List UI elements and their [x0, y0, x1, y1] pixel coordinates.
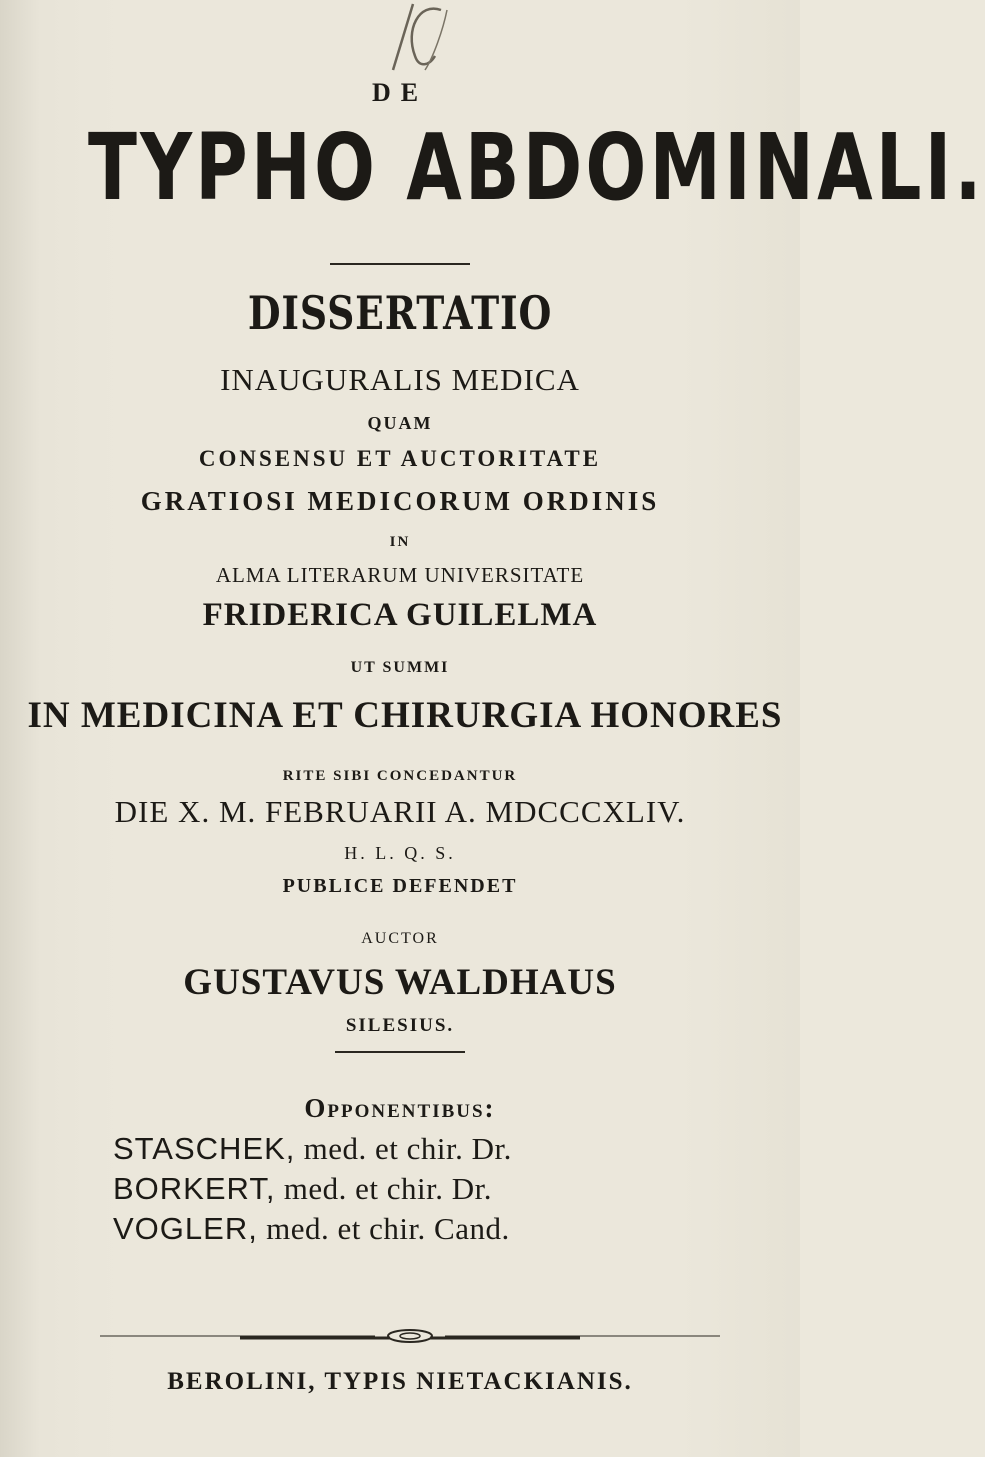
publice-line: PUBLICE DEFENDET	[282, 875, 518, 897]
opponent-name: VOGLER,	[113, 1211, 258, 1246]
title-preposition: DE	[371, 78, 429, 107]
opponent-entry	[113, 1171, 492, 1207]
author-divider	[335, 1051, 465, 1053]
opponent-degree: med. et chir. Cand.	[266, 1211, 510, 1246]
opponent-entry	[113, 1211, 510, 1247]
rite-line: RITE SIBI CONCEDANTUR	[282, 768, 518, 784]
opponent-name: STASCHEK,	[113, 1131, 296, 1166]
imprint-line: BEROLINI, TYPIS NIETACKIANIS.	[167, 1368, 633, 1395]
university-name: FRIDERICA GUILELMA	[202, 597, 598, 633]
ornamental-rule	[100, 1316, 720, 1356]
consensu-line: CONSENSU ET AUCTORITATE	[198, 446, 602, 471]
opponent-name: BORKERT,	[113, 1171, 276, 1206]
opponents-heading: Opponentibus:	[304, 1093, 496, 1123]
inauguralis-line: INAUGURALIS MEDICA	[220, 362, 580, 397]
ut-summi-line: UT SUMMI	[350, 659, 450, 676]
dissertatio-heading: DISSERTATIO	[247, 286, 553, 340]
handwritten-mark	[355, 0, 465, 80]
honores-line: IN MEDICINA ET CHIRURGIA HONORES	[27, 695, 783, 736]
author-name: GUSTAVUS WALDHAUS	[183, 962, 617, 1003]
in-line: IN	[389, 534, 411, 550]
main-title: TYPHO ABDOMINALI.	[88, 114, 985, 221]
alma-line: ALMA LITERARUM UNIVERSITATE	[215, 563, 585, 587]
auctor-label: AUCTOR	[361, 930, 439, 947]
opponent-degree: med. et chir. Dr.	[303, 1131, 512, 1166]
author-origin: SILESIUS.	[345, 1015, 455, 1036]
opponent-entry	[113, 1131, 512, 1167]
gratiosi-line: GRATIOSI MEDICORUM ORDINIS	[140, 486, 660, 516]
title-divider	[330, 263, 470, 265]
quam-line: QUAM	[367, 413, 433, 433]
opponent-degree: med. et chir. Dr.	[283, 1171, 492, 1206]
date-line: DIE X. M. FEBRUARII A. MDCCCXLIV.	[114, 794, 686, 829]
hlqs-line: H. L. Q. S.	[344, 843, 456, 863]
